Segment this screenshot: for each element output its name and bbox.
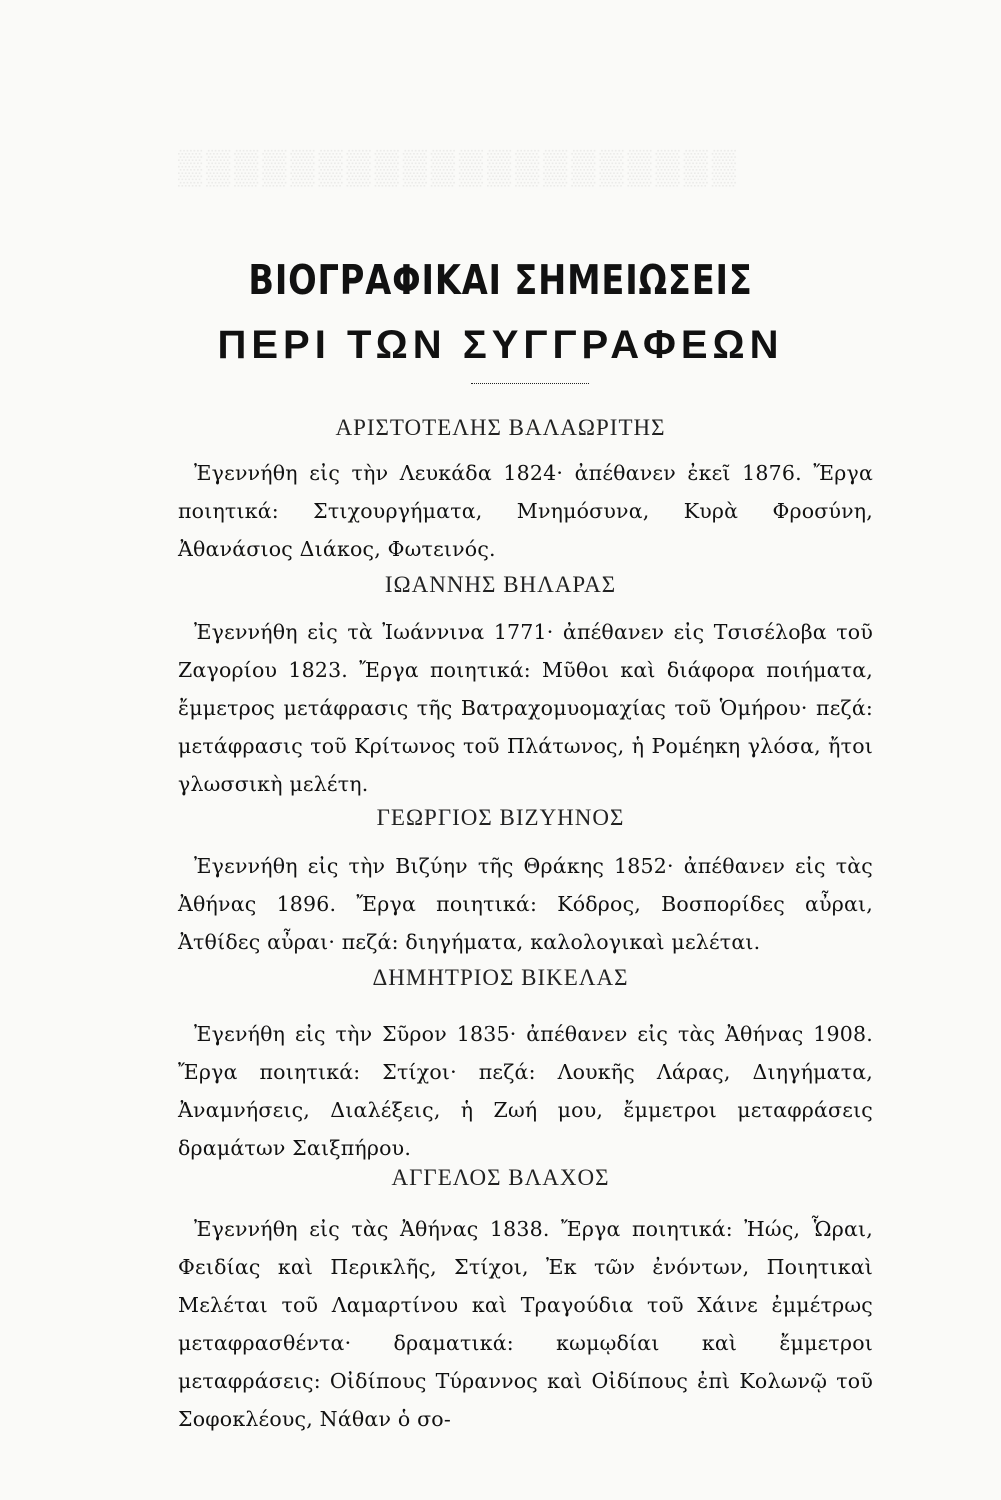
author-heading: ΙΩΑΝΝΗΣ ΒΗΛΑΡΑΣ bbox=[384, 572, 617, 597]
author-heading: ΑΓΓΕΛΟΣ ΒΛΑΧΟΣ bbox=[391, 1165, 610, 1190]
biography-text: Ἐγεννήθη εἰς τὴν Βιζύην τῆς Θράκης 1852· ἀπέθανεν εἰς τὰς Ἀθήνας 1896. Ἔργα ποιητικά: Κόδρος, Βοσπορίδες αὖραι, Ἀτθίδες αὖραι· πεζά: διηγήματα, καλολογικαὶ μελέται. bbox=[178, 854, 873, 954]
author-biography bbox=[178, 454, 873, 568]
biography-text: Ἐγενήθη εἰς τὴν Σῦρον 1835· ἀπέθανεν εἰς τὰς Ἀθήνας 1908. Ἔργα ποιητικά: Στίχοι· πεζά: Λουκῆς Λάρας, Διηγήματα, Ἀναμνήσεις, Διαλέξεις, ἡ Ζωή μου, ἔμμετροι μεταφράσεις δραμάτων Σαιξπήρου. bbox=[178, 1022, 873, 1160]
author-heading: ΑΡΙΣΤΟΤΕΛΗΣ ΒΑΛΑΩΡΙΤΗΣ bbox=[335, 415, 666, 440]
biography-text: Ἐγεννήθη εἰς τὰ Ἰωάννινα 1771· ἀπέθανεν εἰς Τσισέλοβα τοῦ Ζαγορίου 1823. Ἔργα ποιητικά: Μῦθοι καὶ διάφορα ποιήματα, ἔμμετρος μετάφρασις τῆς Βατραχομυομαχίας τοῦ Ὁμήρου· πεζά: μετάφρασις τοῦ Κρίτωνος τοῦ Πλάτωνος, ἡ Ρομέηκη γλόσα, ἤτοι γλωσσικὴ μελέτη. bbox=[178, 620, 873, 796]
bleed-through-text: ▒▒▒▒▒▒▒▒▒▒▒▒▒▒▒▒▒▒▒▒ bbox=[178, 148, 740, 186]
biography-text: Ἐγεννήθη εἰς τὴν Λευκάδα 1824· ἀπέθανεν ἐκεῖ 1876. Ἔργα ποιητικά: Στιχουργήματα, Μνημόσυνα, Κυρὰ Φροσύνη, Ἀθανάσιος Διάκος, Φωτεινός. bbox=[178, 461, 873, 561]
page-title: ΒΙΟΓΡΑΦΙΚΑΙ ΣΗΜΕΙΩΣΕΙΣ bbox=[248, 256, 753, 304]
author-biography bbox=[178, 613, 873, 803]
author-biography bbox=[178, 1210, 873, 1431]
author-biography bbox=[178, 847, 873, 961]
author-heading: ΓΕΩΡΓΙΟΣ ΒΙΖΥΗΝΟΣ bbox=[376, 805, 625, 830]
biography-text: Ἐγεννήθη εἰς τὰς Ἀθήνας 1838. Ἔργα ποιητικά: Ἠώς, Ὧραι, Φειδίας καὶ Περικλῆς, Στίχοι, Ἐκ τῶν ἐνόντων, Ποιητικαὶ Μελέται τοῦ Λαμαρτίνου καὶ Τραγούδια τοῦ Χάινε ἐμμέτρως μεταφρασθέντα· δραματικά: κωμῳδίαι καὶ ἔμμετροι μεταφράσεις: Οἰδίπους Τύραννος καὶ Οἰδίπους ἐπὶ Κολωνῷ τοῦ Σοφοκλέους, Νάθαν ὁ σο- bbox=[178, 1217, 873, 1431]
author-heading: ΔΗΜΗΤΡΙΟΣ ΒΙΚΕΛΑΣ bbox=[372, 965, 629, 990]
page-subtitle: ΠΕΡΙ ΤΩΝ ΣΥΓΓΡΑΦΕΩΝ bbox=[217, 323, 784, 367]
author-biography bbox=[178, 1015, 873, 1167]
divider bbox=[471, 383, 589, 384]
